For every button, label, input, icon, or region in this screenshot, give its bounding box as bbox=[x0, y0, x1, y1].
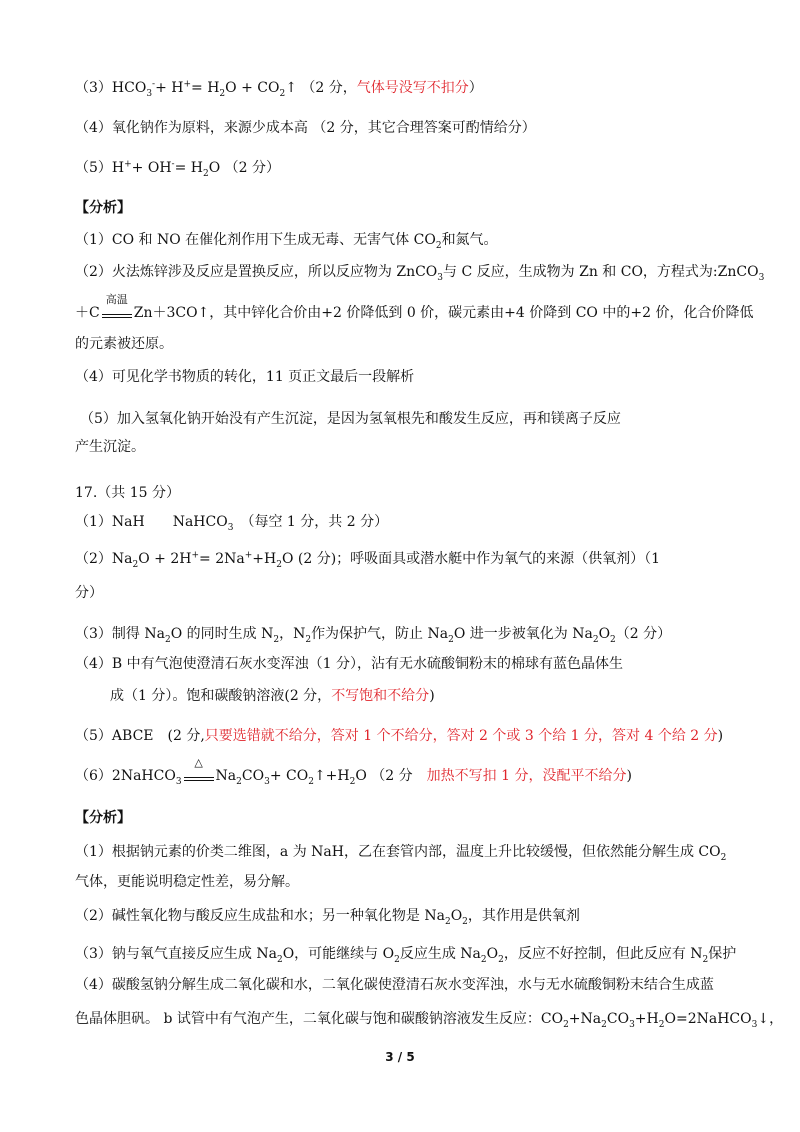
answer-line-5: $(5)H^++ OH^-= H_2O$ （2 分） bbox=[75, 159, 281, 179]
question-17-title: 17.（共 15 分） bbox=[75, 485, 180, 501]
answer-line-4: （4）氧化钠作为原料，来源少成本高 （2 分，其它合理答案可酌情给分） bbox=[75, 120, 536, 136]
q17-answer-5: （5）ABCE (2 分,只要选错就不给分，答对 1 个不给分，答对 2 个或 3 个给 1 分，答对 4 个给 2 分) bbox=[75, 728, 724, 744]
heat-condition: △ bbox=[182, 766, 216, 786]
q17-answer-3: （3）制得 $Na_2O$ 的同时生成 $N_2$，$N_2$作为保护气，防止 $Na_2O$ 进一步被氧化为 $Na_2O_2(2$ 分） bbox=[75, 626, 672, 645]
analysis-line-5-cont: 产生沉淀。 bbox=[75, 439, 145, 455]
analysis-line-2: （2）火法炼锌涉及反应是置换反应，所以反应物为 ZnCO$_3$与 C 反应，生成物为 Zn 和 CO，方程式为:ZnCO$_3$ bbox=[75, 264, 765, 283]
q17-answer-2: $(2)Na_2O + 2H^+= 2Na^++H_2O$ (2 分)；呼吸面具或潜水艇中作为氧气的来源（供氧剂）（1 bbox=[75, 550, 661, 570]
analysis-heading: 【分析】 bbox=[75, 200, 131, 216]
q17-analysis-3: （3）钠与氧气直接反应生成 $Na_2O$，可能继续与 $O_2$反应生成 $Na_2O_2$，反应不好控制，但此反应有 $N_2$保护 bbox=[75, 946, 737, 965]
analysis-heading-2: 【分析】 bbox=[75, 810, 131, 826]
q17-analysis-2: （2）碱性氧化物与酸反应生成盐和水；另一种氧化物是 $Na_2O_2$，其作用是供氧剂 bbox=[75, 908, 580, 927]
q17-analysis-4-cont: 色晶体胆矾。 b 试管中有气泡产生，二氧化碳与饱和碳酸钠溶液发生反应：$CO_2+Na_2CO_3+H_2O=2NaHCO_3↓$， bbox=[75, 1011, 784, 1030]
analysis-line-2-end: 的元素被还原。 bbox=[75, 336, 173, 352]
q17-analysis-1-cont: 气体，更能说明稳定性差，易分解。 bbox=[75, 874, 299, 890]
reaction-condition: 高温 bbox=[100, 303, 134, 323]
analysis-line-4: （4）可见化学书物质的转化，11 页正文最后一段解析 bbox=[75, 369, 415, 385]
q17-analysis-1: （1）根据钠元素的价类二维图，a 为 NaH，乙在套管内部，温度上升比较缓慢，但依然能分解生成 $CO_2$ bbox=[75, 844, 727, 863]
q17-answer-6: （6）2NaHCO$_3$ △ $Na_2CO_3+$ $CO_2↑+H_2O$ （2 分 加热不写扣 1 分，没配平不给分) bbox=[75, 756, 632, 787]
q17-analysis-4: （4）碳酸氢钠分解生成二氧化碳和水，二氧化碳使澄清石灰水变浑浊，水与无水硫酸铜粉末结合生成蓝 bbox=[75, 977, 714, 993]
analysis-line-1: （1）CO 和 NO 在催化剂作用下生成无毒、无害气体 $CO_2$和氮气。 bbox=[75, 232, 498, 251]
q17-answer-1: （1）NaH NaHCO$_3$ （每空 1 分，共 2 分） bbox=[75, 514, 389, 533]
analysis-line-5: （5）加入氢氧化钠开始没有产生沉淀，是因为氢氧根先和酸发生反应，再和镁离子反应 bbox=[80, 411, 621, 427]
page-number: 3 / 5 bbox=[385, 1050, 415, 1064]
answer-line-3: $(3)HCO_3^-+ H^+= H_2O$ + $CO_2↑$ （2 分，气体号没写不扣分） bbox=[75, 79, 483, 99]
analysis-line-2-cont: ＋C 高温 Zn＋3CO↑，其中锌化合价由+2 价降低到 0 价，碳元素由+4 价降到 CO 中的+2 价，化合价降低 bbox=[75, 293, 754, 321]
q17-answer-2-cont: 分） bbox=[75, 585, 103, 601]
q17-answer-4: （4）B 中有气泡使澄清石灰水变浑浊（1 分），沾有无水硫酸铜粉末的棉球有蓝色晶体生 bbox=[75, 656, 624, 672]
q17-answer-4-cont: 成（1 分）。饱和碳酸钠溶液(2 分，不写饱和不给分) bbox=[110, 688, 435, 704]
